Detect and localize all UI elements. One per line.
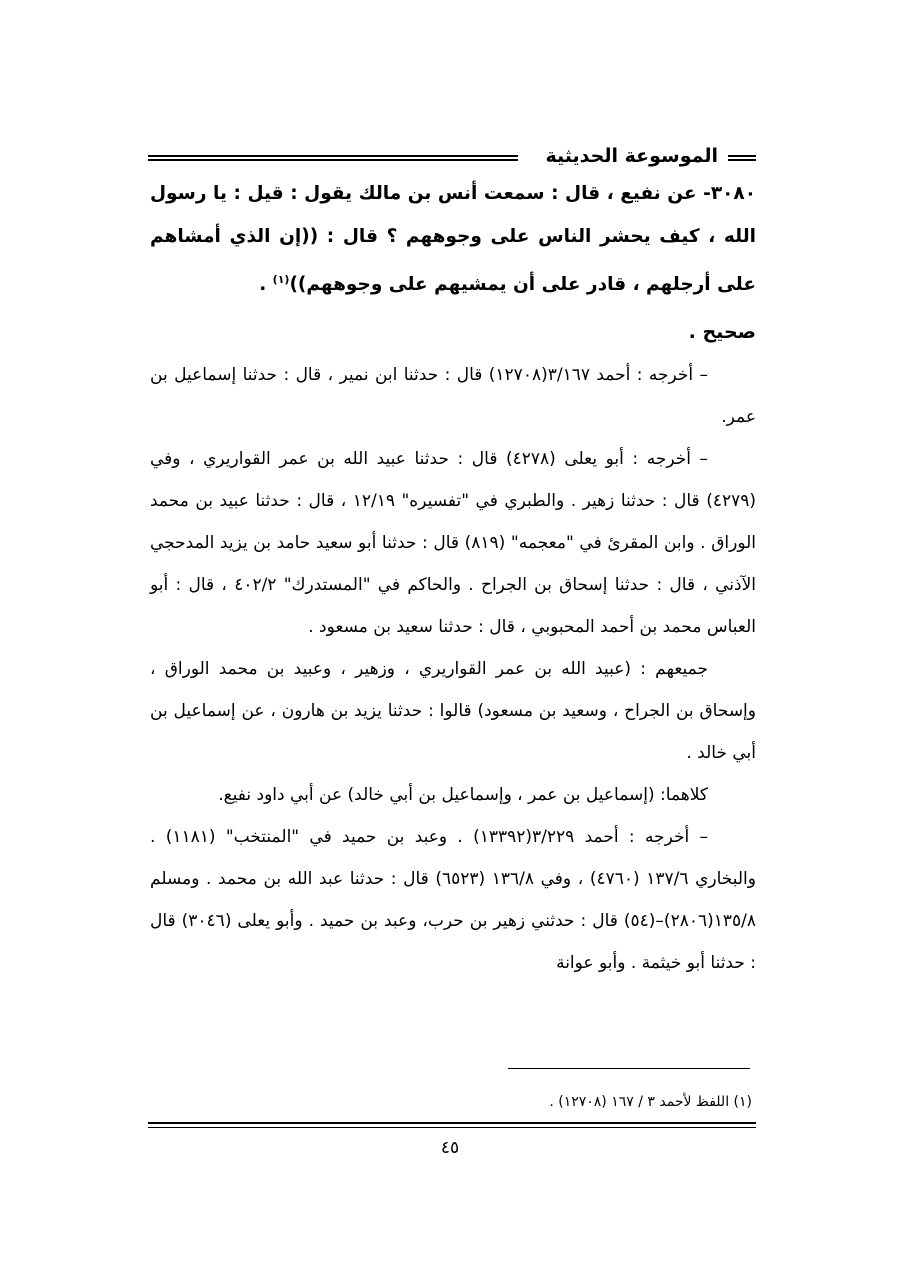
hadith-body: عن نفيع ، قال : سمعت أنس بن مالك يقول : قيل : يا رسول الله ، كيف يحشر الناس على وجوههم ؟ قال : ((إن الذي أمشاهم على أرجلهم ، قادر على أن يمشيهم على وجوههم)) [150, 183, 756, 296]
footer-rule [148, 1122, 756, 1128]
footnote-marker: (١) [272, 273, 290, 286]
page-number: ٤٥ [440, 1138, 460, 1158]
hadith-end: . [259, 274, 273, 296]
hadith-grade: صحيح . [688, 321, 756, 344]
hadith-number: ٣٠٨٠- [703, 183, 756, 204]
footnote: (١) اللفظ لأحمد ٣ / ١٦٧ (١٢٧٠٨) . [549, 1094, 752, 1110]
paragraph: كلاهما: (إسماعيل بن عمر ، وإسماعيل بن أبي خالد) عن أبي داود نفيع. [218, 785, 708, 806]
paragraph: – أخرجه : أبو يعلى (٤٢٧٨) قال : حدثنا عبيد الله بن عمر القواريري ، وفي (٤٢٧٩) قال : حدثنا زهير . والطبري في "تفسيره" ١٢/١٩ ، قال : حدثنا عبيد بن محمد الوراق . وابن المقرئ في "معجمه" (٨١٩) قال : حدثنا أبو سعيد حامد بن يزيد المدحجي الآذني ، قال : حدثنا إسحاق بن الجراح . والحاكم في "المستدرك" ٤٠٢/٢ ، قال : أبو العباس محمد بن أحمد المحبوبي ، قال : حدثنا سعيد بن مسعود . [150, 449, 757, 638]
running-header [148, 142, 756, 172]
header-rule-left [148, 155, 518, 161]
paragraph: – أخرجه : أحمد ٣/١٦٧(١٢٧٠٨) قال : حدثنا ابن نمير ، قال : حدثنا إسماعيل بن عمر. [150, 365, 756, 428]
header-rule-right [728, 155, 756, 161]
header-title: الموسوعة الحديثية [545, 145, 718, 167]
paragraph: جميعهم : (عبيد الله بن عمر القواريري ، وزهير ، وعبيد بن محمد الوراق ، وإسحاق بن الجراح ، وسعيد بن مسعود) قالوا : حدثنا يزيد بن هارون ، عن إسماعيل بن أبي خالد . [150, 659, 756, 764]
page-body [150, 172, 756, 984]
paragraph: – أخرجه : أحمد ٣/٢٢٩(١٣٣٩٢) . وعبد بن حميد في "المنتخب" (١١٨١) . والبخاري ١٣٧/٦ (٤٧٦٠) ، وفي ١٣٦/٨ (٦٥٢٣) قال : حدثنا عبد الله بن محمد . ومسلم ١٣٥/٨(٢٨٠٦)–(٥٤) قال : حدثني زهير بن حرب، وعبد بن حميد . وأبو يعلى (٣٠٤٦) قال : حدثنا أبو خيثمة . وأبو عوانة [150, 827, 756, 974]
footnote-separator [508, 1068, 750, 1069]
hadith-text [150, 172, 756, 306]
